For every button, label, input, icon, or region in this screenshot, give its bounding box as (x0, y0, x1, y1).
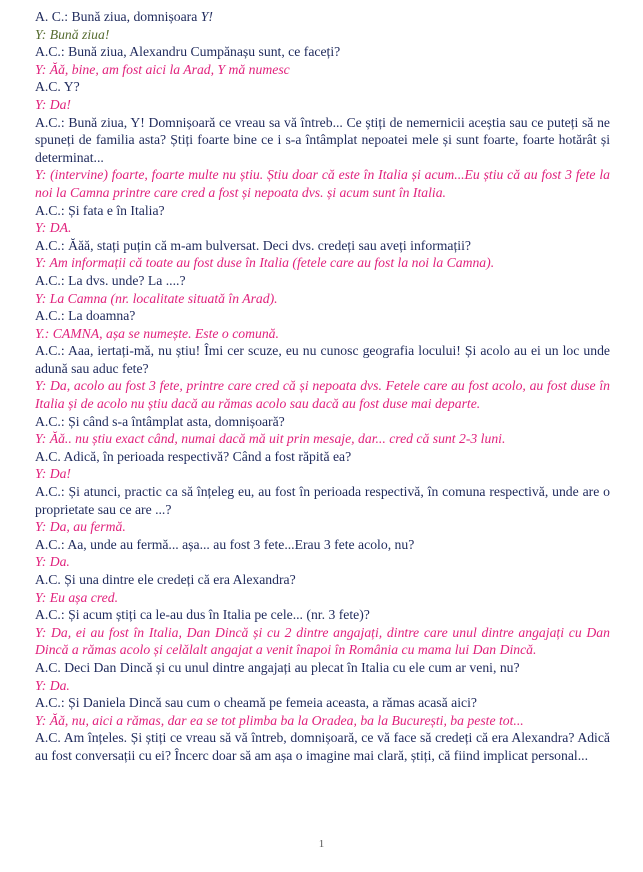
line-y: Y: Bună ziua! (35, 26, 110, 42)
transcript (35, 8, 610, 765)
line-y: Y: Am informații că toate au fost duse în Italia (fetele care au fost la noi la Camna). (35, 255, 495, 271)
line-y: Y: Ăă.. nu știu exact când, numai dacă mă uit prin mesaje, dar... cred că sunt 2-3 luni. (35, 431, 506, 447)
line-y: Y: La Camna (nr. localitate situată în Arad). (35, 290, 278, 306)
line-ac: A.C. Am înțeles. Și știți ce vreau să vă întreb, domnișoară, ce vă face să credeți că era Alexandra? Adică au fost conversații cu ei? Încerc doar să am așa o imagine mai clară, știți, că fiind implicat personal... (35, 730, 610, 763)
line-ac: A.C.: Și acum știți ca le-au dus în Italia pe cele... (nr. 3 fete)? (35, 607, 370, 623)
line-ac: A.C.: Aaa, iertați-mă, nu știu! Îmi cer scuze, eu nu cunosc geografia locului! Și acolo au ei un loc unde adună sau aduc fete? (35, 343, 610, 376)
line-ac: A.C.: Și când s-a întâmplat asta, domnișoară? (35, 413, 285, 429)
line-ac: A.C.: Aa, unde au fermă... așa... au fost 3 fete...Erau 3 fete acolo, nu? (35, 536, 415, 552)
line-ac: A.C.: Bună ziua, Alexandru Cumpănașu sunt, ce faceți? (35, 44, 341, 60)
line-y: Y: Eu așa cred. (35, 589, 118, 605)
line-ac: A.C.: La doamna? (35, 308, 136, 324)
line-y: Y.: CAMNA, așa se numește. Este o comună. (35, 325, 279, 341)
line-y: Y: DA. (35, 220, 72, 236)
line-ac: A.C.: Și atunci, practic ca să înțeleg eu, au fost în perioada respectivă, în comuna respectivă, unde are o proprietate sau ce are ...? (35, 484, 610, 517)
page-number: 1 (318, 838, 325, 850)
line-y: Y: Da, au fermă. (35, 519, 126, 535)
line-y: Y: Ăă, nu, aici a rămas, dar ea se tot plimba ba la Oradea, ba la București, ba peste tot... (35, 712, 524, 728)
line-y: Y: Da! (35, 466, 71, 482)
line-ac: A.C.: Și Daniela Dincă sau cum o cheamă pe femeia aceasta, a rămas acasă aici? (35, 695, 477, 711)
line-ac: A.C.: Și fata e în Italia? (35, 202, 165, 218)
line-ac: A.C. Adică, în perioada respectivă? Când a fost răpită ea? (35, 448, 352, 464)
line-ac: A.C.: Bună ziua, Y! Domnișoară ce vreau sa vă întreb... Ce știți de nemernicii aceștia sau ce puteți să ne spuneți de familia asta? Știți foarte bine ce i s-a întâmplat nepoatei mele și sunt foarte, foarte hotărât și determinat... (35, 114, 610, 165)
line-ac: A.C. Și una dintre ele credeți că era Alexandra? (35, 572, 296, 587)
line-ac: A.C. Y? (35, 79, 80, 95)
line-y: Y: Da. (35, 554, 70, 570)
line-y: Y: Da, acolo au fost 3 fete, printre care cred că și nepoata dvs. Fetele care au fost acolo, au fost duse în Italia și de acolo nu știu dacă au rămas acolo sau dacă au fost duse mai departe. (35, 378, 610, 412)
line-ac: A.C.: La dvs. unde? La ....? (35, 272, 186, 288)
line-y: Y: Da, ei au fost în Italia, Dan Dincă și cu 2 dintre angajați, dintre care unul dintre angajați cu Dan Dincă a rămas acolo și celălalt angajat a venit înapoi în România cu mama lui Dan Dincă. (35, 624, 610, 658)
line-ac: A.C.: Ăăă, stați puțin că m-am bulversat. Deci dvs. credeți sau aveți informații? (35, 237, 471, 253)
line-y: Y: Da! (35, 96, 71, 112)
line-y: Y: (intervine) foarte, foarte multe nu știu. Știu doar că este în Italia și acum...Eu știu că au fost 3 fete la noi la Camna printre care cred a fost și nepoata dvs. și acum sunt în Italia. (35, 167, 610, 200)
line-y: Y: Da. (35, 677, 70, 693)
line-ac: A. C.: Bună ziua, domnișoara Y! (35, 9, 213, 24)
line-y: Y: Ăă, bine, am fost aici la Arad, Y mă numesc (35, 61, 290, 77)
line-ac: A.C. Deci Dan Dincă și cu unul dintre angajați au plecat în Italia cu ele cum ar veni, nu? (35, 659, 520, 675)
